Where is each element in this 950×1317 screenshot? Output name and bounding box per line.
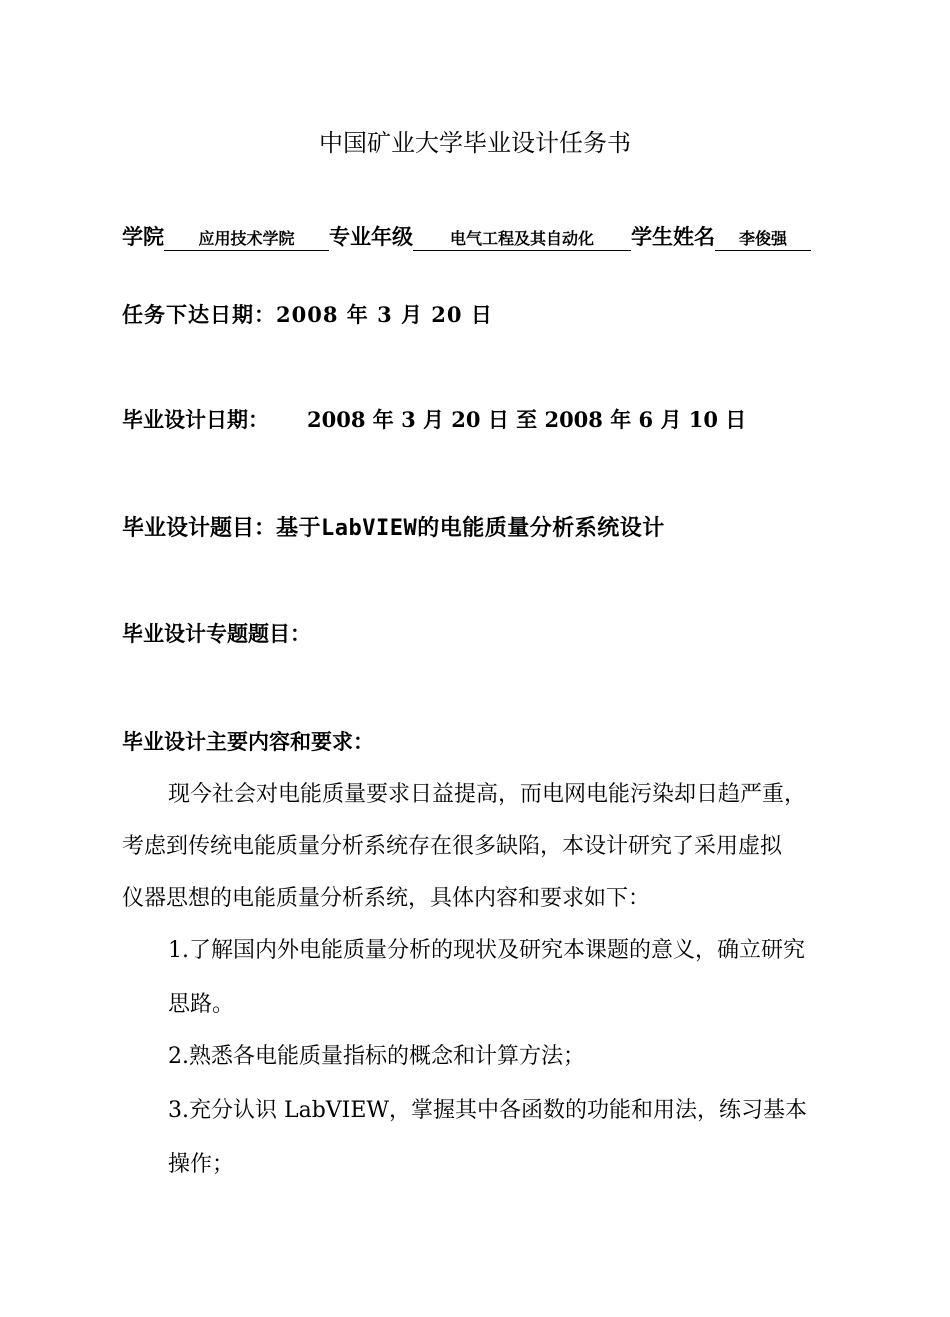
list-item: 3.充分认识 LabVIEW，掌握其中各函数的功能和用法，练习基本	[168, 1098, 808, 1123]
major-label: 专业年级	[329, 224, 413, 249]
design-period	[122, 405, 746, 435]
design-period-label: 毕业设计日期：	[122, 407, 269, 432]
body-line: 现今社会对电能质量要求日益提高，而电网电能污染却日趋严重，	[168, 782, 807, 807]
body-line: 考虑到传统电能质量分析系统存在很多缺陷，本设计研究了采用虚拟	[122, 834, 783, 859]
major-value: 电气工程及其自动化	[413, 228, 631, 251]
special-topic-label: 毕业设计专题题目：	[122, 621, 311, 646]
design-topic-label: 毕业设计题目：	[122, 515, 277, 541]
college-label: 学院	[122, 224, 164, 249]
design-topic-value: 基于LabVIEW的电能质量分析系统设计	[276, 516, 665, 541]
issue-date: 任务下达日期：2008 年 3 月 20 日	[122, 302, 493, 327]
list-item: 操作；	[168, 1152, 235, 1177]
college-value: 应用技术学院	[164, 228, 329, 251]
body-line: 仪器思想的电能质量分析系统，具体内容和要求如下：	[122, 886, 651, 911]
info-line	[122, 222, 811, 252]
list-item: 2.熟悉各电能质量指标的概念和计算方法；	[168, 1044, 585, 1069]
document-title: 中国矿业大学毕业设计任务书	[319, 129, 631, 157]
design-period-value: 2008 年 3 月 20 日 至 2008 年 6 月 10 日	[307, 407, 747, 432]
requirements-label: 毕业设计主要内容和要求：	[122, 729, 374, 754]
student-value: 李俊强	[715, 228, 811, 251]
list-item: 思路。	[168, 992, 235, 1017]
student-label: 学生姓名	[631, 224, 715, 249]
list-item: 1.了解国内外电能质量分析的现状及研究本课题的意义，确立研究	[168, 938, 805, 963]
design-topic	[122, 513, 665, 544]
